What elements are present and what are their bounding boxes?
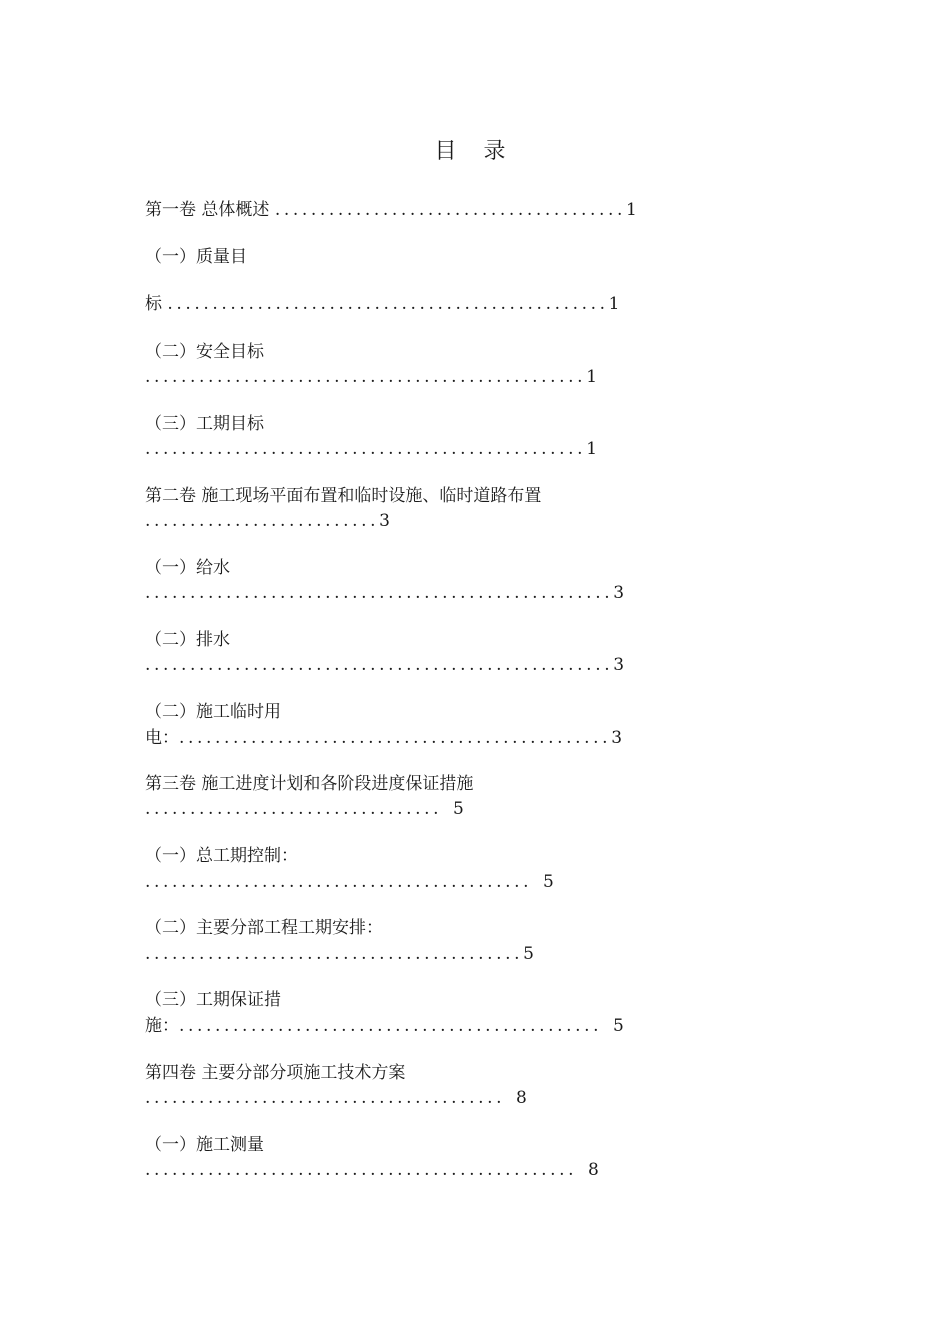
toc-line	[145, 438, 597, 460]
toc-page-number: 3	[613, 655, 625, 675]
toc-page-number: 1	[608, 294, 620, 314]
toc-page-number: 5	[602, 1016, 624, 1036]
toc-entry-text: （二）排水	[145, 630, 230, 650]
toc-dot-leader: .......................................	[274, 200, 626, 220]
toc-dot-leader: ....................................................	[145, 583, 614, 603]
toc-line	[145, 798, 464, 820]
toc-line	[145, 413, 264, 435]
toc-line	[145, 293, 619, 315]
toc-page-number: 1	[586, 367, 598, 387]
toc-line	[145, 557, 230, 579]
toc-line	[145, 943, 534, 965]
toc-page-number: 3	[613, 583, 625, 603]
toc-page-number: 8	[577, 1160, 599, 1180]
toc-line	[145, 582, 624, 604]
toc-line	[145, 1062, 405, 1084]
toc-line	[145, 989, 281, 1011]
toc-dot-leader: ...........................................	[145, 872, 533, 892]
toc-page-number: 1	[586, 439, 598, 459]
toc-entry-text: （一）给水	[145, 558, 230, 578]
toc-dot-leader: .................................................	[145, 367, 587, 387]
toc-dot-leader: .................................	[145, 799, 443, 819]
toc-line	[145, 1087, 527, 1109]
toc-line	[145, 366, 597, 388]
toc-line	[145, 654, 624, 676]
toc-entry-text: 电：	[145, 728, 179, 748]
toc-entry-text: （二）施工临时用	[145, 702, 281, 722]
toc-line	[145, 701, 281, 723]
toc-entry-text: （二）主要分部工程工期安排：	[145, 918, 383, 938]
toc-line	[145, 246, 247, 268]
toc-entry-text: 第二卷 施工现场平面布置和临时设施、临时道路布置	[145, 486, 542, 506]
toc-dot-leader: ..........................................	[145, 944, 524, 964]
toc-line	[145, 871, 554, 893]
toc-line	[145, 629, 230, 651]
toc-dot-leader: ...............................................	[179, 1016, 603, 1036]
toc-line	[145, 510, 390, 532]
toc-page-number: 3	[611, 728, 623, 748]
toc-entry-text: 第三卷 施工进度计划和各阶段进度保证措施	[145, 774, 474, 794]
toc-entry-text: 施：	[145, 1016, 179, 1036]
toc-line	[145, 1159, 599, 1181]
toc-entry-text: 第一卷 总体概述	[145, 200, 275, 220]
toc-dot-leader: ..........................	[145, 511, 380, 531]
toc-entry-text: （一）质量目	[145, 247, 247, 267]
toc-page-number: 5	[523, 944, 534, 964]
toc-entry-text: （一）总工期控制：	[145, 846, 298, 866]
toc-page-number: 5	[532, 872, 554, 892]
toc-dot-leader: ................................................	[179, 728, 612, 748]
toc-entry-text: （二）安全目标	[145, 342, 264, 362]
toc-dot-leader: ................................................	[145, 1160, 578, 1180]
toc-line	[145, 773, 473, 795]
toc-title: 目 录	[434, 139, 516, 164]
toc-page-number: 8	[505, 1088, 527, 1108]
toc-entry-text: 标	[145, 294, 168, 314]
toc-entry-text: （一）施工测量	[145, 1135, 264, 1155]
toc-line	[145, 485, 541, 507]
toc-page-number: 5	[442, 799, 464, 819]
toc-entry-text: （三）工期保证措	[145, 990, 281, 1010]
toc-line	[145, 1015, 624, 1037]
toc-line	[145, 341, 264, 363]
toc-dot-leader: .................................................	[145, 439, 587, 459]
toc-line	[145, 727, 622, 749]
toc-dot-leader: ........................................	[145, 1088, 506, 1108]
toc-dot-leader: .................................................	[167, 294, 609, 314]
toc-entry-text: 第四卷 主要分部分项施工技术方案	[145, 1063, 406, 1083]
toc-line	[145, 845, 298, 867]
toc-entry-text: （三）工期目标	[145, 414, 264, 434]
toc-page-number: 3	[379, 511, 390, 531]
toc-page-number: 1	[625, 200, 637, 220]
toc-line	[145, 1134, 264, 1156]
toc-dot-leader: ....................................................	[145, 655, 614, 675]
toc-line	[145, 199, 637, 221]
toc-line	[145, 917, 383, 939]
